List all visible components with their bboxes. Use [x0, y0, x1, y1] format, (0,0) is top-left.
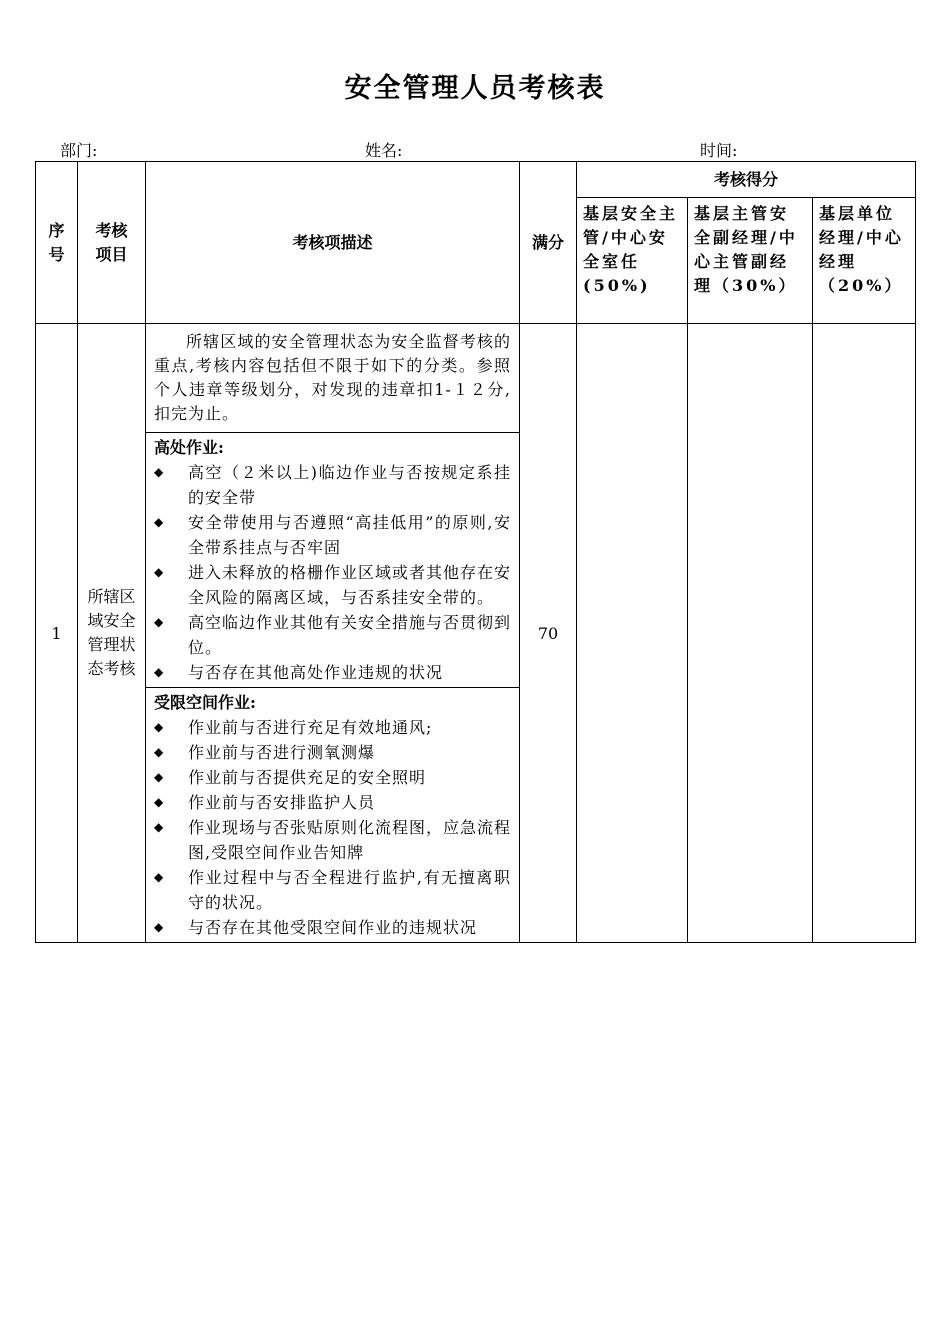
header-item: 考核项目	[78, 162, 146, 324]
row-item: 所辖区域安全管理状态考核	[78, 324, 146, 943]
list-item: ◆ 高空（２米以上)临边作业与否按规定系挂的安全带	[154, 460, 511, 510]
diamond-bullet-icon: ◆	[154, 615, 165, 629]
diamond-bullet-icon: ◆	[154, 515, 165, 529]
list-item: ◆ 作业前与否进行充足有效地通风;	[154, 715, 511, 740]
diamond-bullet-icon: ◆	[154, 770, 165, 784]
assessment-table	[35, 161, 916, 943]
list-item: ◆ 作业前与否安排监护人员	[154, 790, 511, 815]
list-item: ◆ 作业前与否提供充足的安全照明	[154, 765, 511, 790]
header-description: 考核项描述	[146, 162, 520, 324]
section-title: 受限空间作业:	[154, 693, 256, 712]
diamond-bullet-icon: ◆	[154, 565, 165, 579]
header-col-c: 基层单位经理/中心经理（20%）	[813, 198, 916, 324]
name-label: 姓名:	[365, 141, 403, 160]
diamond-bullet-icon: ◆	[154, 665, 165, 679]
diamond-bullet-icon: ◆	[154, 820, 165, 834]
diamond-bullet-icon: ◆	[154, 920, 165, 934]
list-item: ◆ 安全带使用与否遵照“高挂低用”的原则,安全带系挂点与否牢固	[154, 510, 511, 560]
row-seq: 1	[36, 324, 78, 943]
list-item: ◆ 作业前与否进行测氧测爆	[154, 740, 511, 765]
header-score-group: 考核得分	[577, 162, 916, 198]
diamond-bullet-icon: ◆	[154, 870, 165, 884]
page-title: 安全管理人员考核表	[344, 73, 606, 104]
list-item: ◆ 与否存在其他高处作业违规的状况	[154, 660, 511, 685]
diamond-bullet-icon: ◆	[154, 720, 165, 734]
diamond-bullet-icon: ◆	[154, 465, 165, 479]
header-full-score: 满分	[520, 162, 577, 324]
list-item: ◆ 与否存在其他受限空间作业的违规状况	[154, 915, 511, 940]
diamond-bullet-icon: ◆	[154, 745, 165, 759]
section-title: 高处作业:	[154, 438, 224, 457]
description-intro: 所辖区域的安全管理状态为安全监督考核的重点,考核内容包括但不限于如下的分类。参照个人违章等级划分，对发现的违章扣1-１２分,扣完为止。	[154, 332, 511, 423]
diamond-bullet-icon: ◆	[154, 795, 165, 809]
row-full-score: 70	[520, 324, 577, 943]
header-col-a: 基层安全主管/中心安全室任(50%)	[577, 198, 688, 324]
score-cell-b[interactable]	[688, 324, 813, 943]
list-item: ◆ 作业过程中与否全程进行监护,有无擅离职守的状况。	[154, 865, 511, 915]
header-seq: 序号	[36, 162, 78, 324]
score-cell-a[interactable]	[577, 324, 688, 943]
list-item: ◆ 高空临边作业其他有关安全措施与否贯彻到位。	[154, 610, 511, 660]
list-item: ◆ 作业现场与否张贴原则化流程图，应急流程图,受限空间作业告知牌	[154, 815, 511, 865]
table-row	[36, 324, 916, 943]
section-high-work	[146, 432, 519, 687]
header-row-top	[36, 162, 916, 198]
header-col-b: 基层主管安全副经理/中心主管副经理（30%）	[688, 198, 813, 324]
time-label: 时间:	[700, 141, 738, 160]
row-description	[146, 324, 520, 943]
department-label: 部门:	[60, 141, 98, 160]
section-confined-space	[146, 687, 519, 942]
list-item: ◆ 进入未释放的格栅作业区域或者其他存在安全风险的隔离区域，与否系挂安全带的。	[154, 560, 511, 610]
score-cell-c[interactable]	[813, 324, 916, 943]
